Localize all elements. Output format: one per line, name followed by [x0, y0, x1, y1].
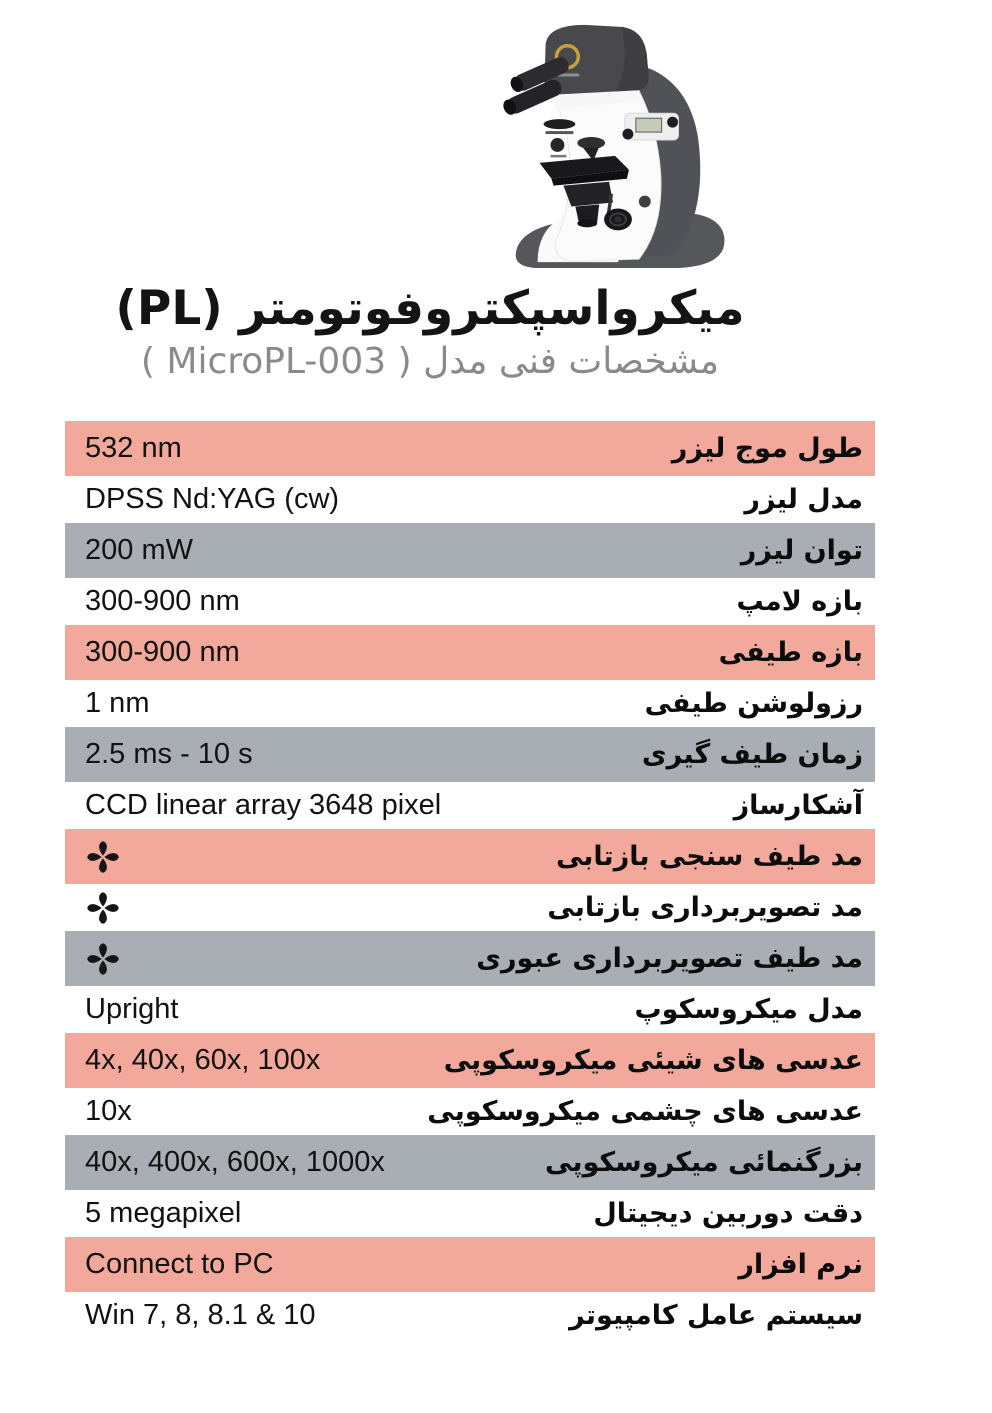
spec-row [65, 1237, 875, 1292]
row-label: دقت دوربین دیجیتال [593, 1198, 863, 1229]
header [0, 282, 860, 382]
spec-row [65, 476, 875, 523]
row-value-wrap [85, 1095, 132, 1128]
row-label: مد طیف تصویربرداری عبوری [476, 943, 863, 974]
spec-row [65, 727, 875, 782]
page-subtitle: مشخصات فنی مدل ( MicroPL-003 ) [140, 341, 720, 383]
row-label: مد طیف سنجی بازتابی [555, 841, 863, 872]
spec-row [65, 523, 875, 578]
row-label: بزرگنمائی میکروسکوپی [545, 1147, 863, 1178]
row-value: 532 nm [85, 432, 182, 464]
row-value-wrap [85, 636, 240, 669]
row-value: 1 nm [85, 687, 150, 719]
row-value-wrap [85, 941, 129, 977]
row-label: مد تصویربرداری بازتابی [547, 892, 863, 923]
row-value: 200 mW [85, 534, 193, 566]
row-value-wrap [85, 585, 240, 618]
spec-row [65, 931, 875, 986]
row-value-wrap [85, 1146, 385, 1179]
row-value-wrap [85, 687, 149, 720]
row-value-wrap [85, 1197, 241, 1230]
row-value-wrap [85, 789, 441, 822]
row-label: نرم افزار [738, 1249, 863, 1280]
row-label: بازه طیفی [718, 637, 863, 668]
spec-row [65, 1190, 875, 1237]
spec-row [65, 421, 875, 476]
spec-row [65, 782, 875, 829]
row-value: Connect to PC [85, 1248, 274, 1280]
row-value: 40x, 400x, 600x, 1000x [85, 1146, 385, 1178]
row-value-wrap [85, 839, 129, 875]
spec-row [65, 578, 875, 625]
row-value-wrap [85, 483, 339, 516]
row-value: 10x [85, 1095, 132, 1127]
row-value: Upright [85, 993, 179, 1025]
row-value: 4x, 40x, 60x, 100x [85, 1044, 321, 1076]
row-value: 300-900 nm [85, 636, 240, 668]
row-label: توان لیزر [740, 535, 863, 566]
microscope-image [488, 12, 746, 274]
row-label: عدسی های چشمی میکروسکوپی [427, 1096, 863, 1127]
row-label: رزولوشن طیفی [644, 688, 863, 719]
spec-row [65, 829, 875, 884]
row-label: سیستم عامل کامپیوتر [569, 1300, 863, 1331]
spec-table [65, 421, 875, 1339]
row-value-wrap [85, 738, 253, 771]
spec-row [65, 1135, 875, 1190]
supported-mark-icon [85, 890, 121, 926]
spec-row [65, 986, 875, 1033]
supported-mark-icon [85, 839, 121, 875]
row-value: 300-900 nm [85, 585, 240, 617]
row-label: عدسی های شیئی میکروسکوپی [443, 1045, 863, 1076]
spec-row [65, 1033, 875, 1088]
lcd-panel [622, 113, 678, 140]
spec-row [65, 884, 875, 931]
row-value: DPSS Nd:YAG (cw) [85, 483, 340, 515]
row-value-wrap [85, 1044, 320, 1077]
upright-microscope-illustration [488, 12, 746, 274]
row-label: زمان طیف گیری [641, 739, 863, 770]
row-label: بازه لامپ [736, 586, 863, 617]
row-value-wrap [85, 534, 193, 567]
row-value: 5 megapixel [85, 1197, 242, 1229]
row-label: طول موج لیزر [671, 433, 863, 464]
row-value: 2.5 ms - 10 s [85, 738, 253, 770]
row-value: CCD linear array 3648 pixel [85, 789, 442, 821]
spec-row [65, 680, 875, 727]
page-title: میکرواسپکتروفوتومتر (PL) [115, 281, 745, 336]
row-label: مدل لیزر [744, 484, 863, 515]
supported-mark-icon [85, 941, 121, 977]
spec-row [65, 625, 875, 680]
row-value-wrap [85, 1248, 274, 1281]
spec-row [65, 1292, 875, 1339]
row-value-wrap [85, 1299, 316, 1332]
row-label: آشکارساز [733, 790, 863, 821]
row-value-wrap [85, 890, 129, 926]
spec-row [65, 1088, 875, 1135]
row-value-wrap [85, 432, 182, 465]
row-value: Win 7, 8, 8.1 & 10 [85, 1299, 316, 1331]
row-value-wrap [85, 993, 179, 1026]
row-label: مدل میکروسکوپ [634, 994, 863, 1025]
